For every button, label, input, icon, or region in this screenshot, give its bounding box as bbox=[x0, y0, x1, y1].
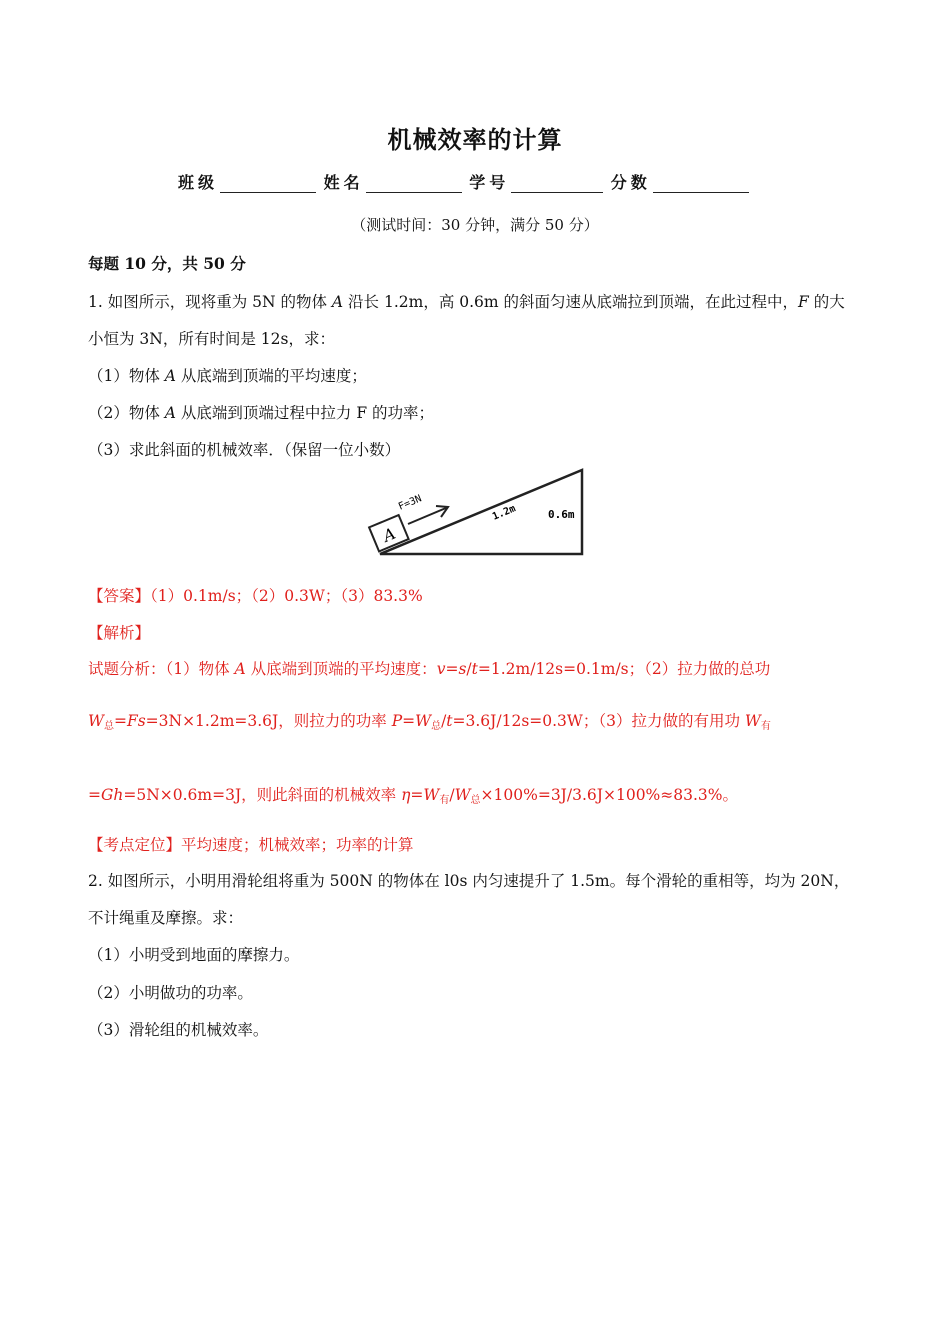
q1-line1 bbox=[88, 290, 845, 312]
analysis-var: s bbox=[458, 660, 467, 678]
analysis-var: t bbox=[471, 660, 478, 678]
analysis-text: 试题分析：（1）物体 bbox=[88, 660, 235, 678]
analysis-line2 bbox=[88, 709, 771, 732]
analysis-text: =5N×0.6m=3J，则此斜面的机械效率 bbox=[123, 786, 402, 804]
test-time-note: （测试时间：30 分钟，满分 50 分） bbox=[351, 216, 599, 234]
block-A bbox=[369, 515, 409, 551]
analysis-var: W bbox=[454, 786, 471, 804]
q1-sub3: （3）求此斜面的机械效率．（保留一位小数） bbox=[88, 441, 401, 459]
q1-sub1-text: （1）物体 bbox=[88, 367, 165, 385]
analysis-var: W bbox=[744, 712, 761, 730]
q2-line2: 不计绳重及摩擦。求： bbox=[88, 909, 244, 927]
q1-sub1 bbox=[88, 364, 367, 386]
q1-sub2-var: A bbox=[164, 404, 176, 422]
q1-sub1-text: 从底端到顶端的平均速度； bbox=[176, 367, 367, 385]
kp-text: 平均速度；机械效率；功率的计算 bbox=[181, 836, 414, 854]
q1-var-F: F bbox=[798, 293, 809, 311]
q2-sub3: （3）滑轮组的机械效率。 bbox=[88, 1021, 269, 1039]
kp-tag: 【考点定位】 bbox=[88, 836, 182, 854]
analysis-text: = bbox=[410, 786, 424, 804]
answer-text: （1）0.1m/s；（2）0.3W；（3）83.3% bbox=[150, 587, 423, 605]
analysis-text: = bbox=[445, 660, 459, 678]
q2-line1: 2. 如图所示，小明用滑轮组将重为 500N 的物体在 l0s 内匀速提升了 1.5m。每个滑轮的重相等，均为 20N， bbox=[88, 872, 850, 890]
block-label: A bbox=[380, 523, 399, 546]
q1-line2: 小恒为 3N，所有时间是 12s，求： bbox=[88, 330, 335, 348]
q2-sub1: （1）小明受到地面的摩擦力。 bbox=[88, 946, 300, 964]
q1-text: 的大 bbox=[808, 293, 845, 311]
q1-text: 沿长 1.2m，高 0.6m 的斜面匀速从底端拉到顶端，在此过程中， bbox=[343, 293, 799, 311]
analysis-text: = bbox=[113, 712, 127, 730]
q1-sub2-text: （2）物体 bbox=[88, 404, 165, 422]
name-label: 姓名 bbox=[323, 173, 364, 192]
analysis-tag: 【解析】 bbox=[88, 624, 151, 642]
q1-sub2-text: 从底端到顶端过程中拉力 F 的功率； bbox=[176, 404, 435, 422]
analysis-line1 bbox=[88, 657, 770, 679]
analysis-var: Fs bbox=[126, 712, 146, 730]
analysis-text: ×100%=3J/3.6J×100%≈83.3%。 bbox=[480, 786, 739, 804]
incline-figure bbox=[360, 466, 590, 560]
length-label: 1.2m bbox=[490, 503, 518, 523]
analysis-text: =3N×1.2m=3.6J，则拉力的功率 bbox=[145, 712, 392, 730]
q1-text: 1. 如图所示，现将重为 5N 的物体 bbox=[88, 293, 332, 311]
answer-tag: 【答案】 bbox=[88, 587, 151, 605]
analysis-text: =1.2m/12s=0.1m/s；（2）拉力做的总功 bbox=[477, 660, 771, 678]
analysis-text: 从底端到顶端的平均速度： bbox=[245, 660, 437, 678]
q1-var-A: A bbox=[331, 293, 344, 311]
q1-sub2 bbox=[88, 401, 434, 423]
section-heading: 每题 10 分，共 50 分 bbox=[88, 254, 246, 273]
class-label: 班级 bbox=[178, 173, 219, 192]
analysis-var: P bbox=[391, 712, 403, 730]
q1-sub1-var: A bbox=[164, 367, 176, 385]
score-label: 分数 bbox=[610, 173, 651, 192]
q1-answer bbox=[88, 584, 423, 606]
analysis-sub: 有 bbox=[439, 795, 450, 806]
name-blank[interactable] bbox=[366, 174, 462, 193]
analysis-sub: 总 bbox=[103, 721, 114, 732]
analysis-var: v bbox=[436, 660, 446, 678]
analysis-text: = bbox=[88, 786, 101, 804]
score-blank[interactable] bbox=[653, 174, 749, 193]
analysis-var: t bbox=[446, 712, 453, 730]
analysis-text: / bbox=[449, 786, 455, 804]
analysis-text: = bbox=[402, 712, 416, 730]
force-arrow-shaft bbox=[408, 508, 446, 524]
analysis-sub: 总 bbox=[470, 795, 481, 806]
analysis-text: =3.6J/12s=0.3W；（3）拉力做的有用功 bbox=[452, 712, 745, 730]
analysis-var: A bbox=[234, 660, 246, 678]
analysis-var: Gh bbox=[101, 786, 124, 804]
analysis-var: W bbox=[423, 786, 440, 804]
analysis-var: W bbox=[88, 712, 104, 730]
number-blank[interactable] bbox=[511, 174, 603, 193]
analysis-var: η bbox=[401, 786, 411, 804]
force-label: F=3N bbox=[396, 493, 424, 513]
document-title: 机械效率的计算 bbox=[387, 126, 563, 154]
analysis-sub: 总 bbox=[431, 721, 442, 732]
student-info-line bbox=[178, 170, 751, 193]
number-label: 学号 bbox=[469, 173, 510, 192]
q2-sub2: （2）小明做功的功率。 bbox=[88, 984, 253, 1002]
analysis-sub: 有 bbox=[760, 721, 771, 732]
analysis-text: / bbox=[466, 660, 472, 678]
analysis-text: / bbox=[441, 712, 447, 730]
height-label: 0.6m bbox=[548, 508, 575, 521]
class-blank[interactable] bbox=[220, 174, 316, 193]
analysis-line3 bbox=[88, 783, 738, 806]
knowledge-point bbox=[88, 833, 414, 855]
analysis-var: W bbox=[415, 712, 432, 730]
